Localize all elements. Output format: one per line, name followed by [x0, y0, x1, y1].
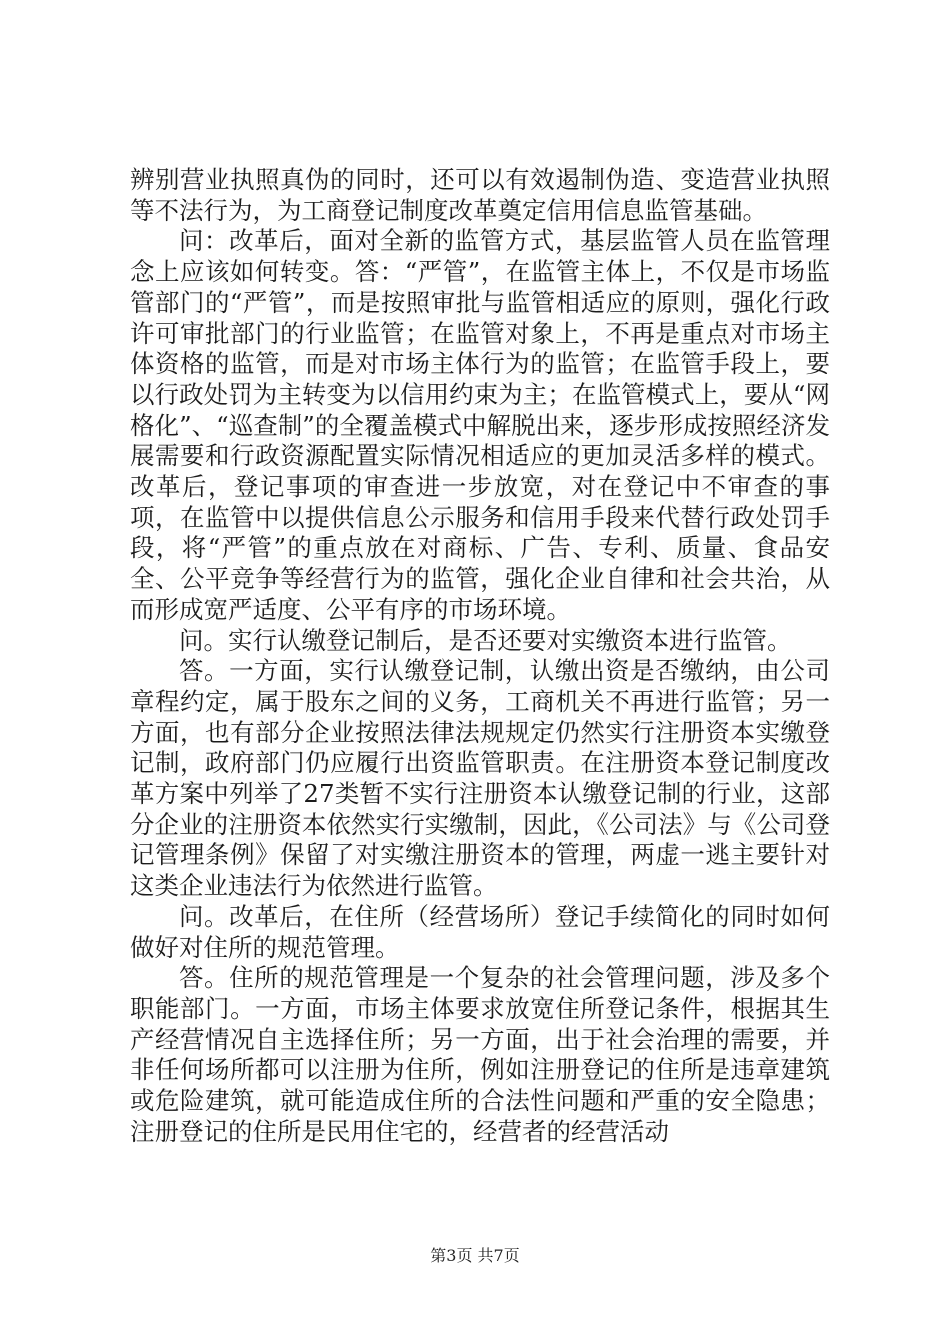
paragraph-question-paid-capital: 问。实行认缴登记制后，是否还要对实缴资本进行监管。 — [179, 625, 792, 655]
paragraph-question-supervision: 问：改革后，面对全新的监管方式，基层监管人员在监管理念上应该如何转变。答：“严管”，在监管主体上，不仅是市场监管部门的“严管”，而是按照审批与监管相适应的原则，强化行政许可审批部门的行业监管；在监管对象上，不再是重点对市场主体资格的监管，而是对市场主体行为的监管；在监管手段上，要以行政处罚为主转变为以信用约束为主；在监管模式上，要从“网格化”、“巡查制”的全覆盖模式中解脱出来，逐步形成按照经济发展需要和行政资源配置实际情况相适应的更加灵活多样的模式。改革后，登记事项的审查进一步放宽，对在登记中不审查的事项，在监管中以提供信息公示服务和信用手段来代替行政处罚手段，将“严管”的重点放在对商标、广告、专利、质量、食品安全、公平竞争等经营行为的监管，强化企业自律和社会共治，从而形成宽严适度、公平有序的市场环境。 — [130, 226, 830, 624]
paragraph-question-residence: 问。改革后，在住所（经营场所）登记手续简化的同时如何做好对住所的规范管理。 — [130, 901, 830, 962]
paragraph-answer-residence: 答。住所的规范管理是一个复杂的社会管理问题，涉及多个职能部门。一方面，市场主体要求放宽住所登记条件，根据其生产经营情况自主选择住所；另一方面，出于社会治理的需要，并非任何场所都可以注册为住所，例如注册登记的住所是违章建筑或危险建筑，就可能造成住所的合法性问题和严重的安全隐患；注册登记的住所是民用住宅的，经营者的经营活动 — [130, 963, 830, 1146]
paragraph-answer-paid-capital: 答。一方面，实行认缴登记制，认缴出资是否缴纳，由公司章程约定，属于股东之间的义务，工商机关不再进行监管；另一方面，也有部分企业按照法律法规规定仍然实行注册资本实缴登记制，政府部门仍应履行出资监管职责。在注册资本登记制度改革方案中列举了27类暂不实行注册资本认缴登记制的行业，这部分企业的注册资本依然实行实缴制，因此，《公司法》与《公司登记管理条例》保留了对实缴注册资本的管理，两虚一逃主要针对这类企业违法行为依然进行监管。 — [130, 656, 830, 901]
document-body — [130, 165, 830, 1148]
paragraph-continued: 辨别营业执照真伪的同时，还可以有效遏制伪造、变造营业执照等不法行为，为工商登记制度改革奠定信用信息监管基础。 — [130, 165, 830, 225]
page-footer: 第3页 共7页 — [430, 1246, 520, 1265]
